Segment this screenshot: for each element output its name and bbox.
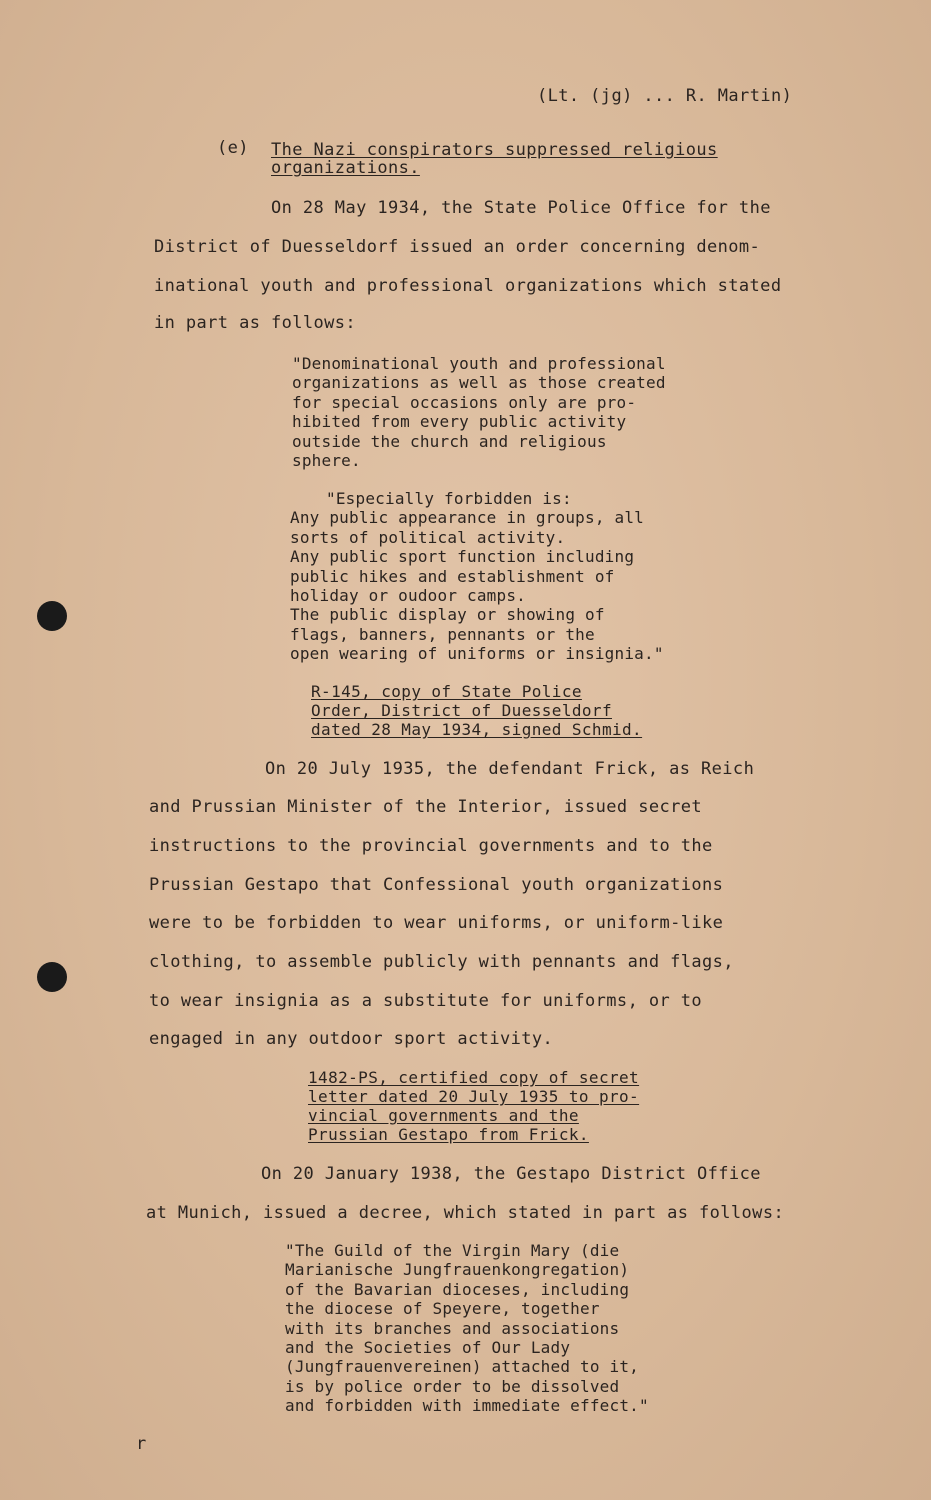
section-heading-continued: organizations. [271, 158, 420, 178]
citation-line: Order, District of Duesseldorf [311, 701, 612, 720]
paragraph-line: were to be forbidden to wear uniforms, or uniform-like [149, 913, 724, 933]
footer-mark: r [136, 1434, 147, 1454]
paragraph-line: engaged in any outdoor sport activity. [149, 1029, 554, 1049]
paragraph-line: at Munich, issued a decree, which stated in part as follows: [146, 1203, 785, 1223]
punch-hole [37, 962, 67, 992]
paragraph-line: Prussian Gestapo that Confessional youth organizations [149, 875, 724, 895]
block-quote-continued: "Especially forbidden is: Any public appearance in groups, all sorts of political activity. Any public sport function including public hikes and establishment of holiday or oudoor camps. The public display or showing of flags, banners, pennants or the open wearing of uniforms or insignia." [290, 489, 664, 664]
citation-line: R-145, copy of State Police [311, 682, 582, 701]
attribution: (Lt. (jg) ... R. Martin) [537, 86, 793, 106]
block-quote: "Denominational youth and professional organizations as well as those created for special occasions only are pro- hibited from every public activity outside the church and religious sphere. [292, 354, 666, 471]
paragraph-line: instructions to the provincial governments and to the [149, 836, 713, 856]
paragraph-line: inational youth and professional organizations which stated [154, 276, 782, 296]
section-marker: (e) [217, 138, 249, 158]
block-quote: "The Guild of the Virgin Mary (die Marianische Jungfrauenkongregation) of the Bavarian dioceses, including the diocese of Speyere, together with its branches and associations and the Societies of Our Lady (Jungfrauenvereinen) attached to it, is by police order to be dissolved and forbidden with immediate effect." [285, 1241, 649, 1416]
citation-line: Prussian Gestapo from Frick. [308, 1125, 589, 1144]
citation-line: 1482-PS, certified copy of secret [308, 1068, 640, 1087]
paragraph-line: On 28 May 1934, the State Police Office for the [271, 198, 771, 218]
paragraph-line: District of Duesseldorf issued an order concerning denom- [154, 237, 761, 257]
citation-line: dated 28 May 1934, signed Schmid. [311, 720, 643, 739]
paragraph-line: and Prussian Minister of the Interior, issued secret [149, 797, 703, 817]
paragraph-line: On 20 January 1938, the Gestapo District Office [261, 1164, 761, 1184]
paragraph-line: to wear insignia as a substitute for uniforms, or to [149, 991, 703, 1011]
citation-line: vincial governments and the [308, 1106, 579, 1125]
citation-line: letter dated 20 July 1935 to pro- [308, 1087, 640, 1106]
paragraph-line: in part as follows: [154, 313, 357, 333]
paragraph-line: On 20 July 1935, the defendant Frick, as Reich [265, 759, 755, 779]
paragraph-line: clothing, to assemble publicly with pennants and flags, [149, 952, 734, 972]
section-heading: The Nazi conspirators suppressed religious [271, 140, 718, 160]
punch-hole [37, 601, 67, 631]
